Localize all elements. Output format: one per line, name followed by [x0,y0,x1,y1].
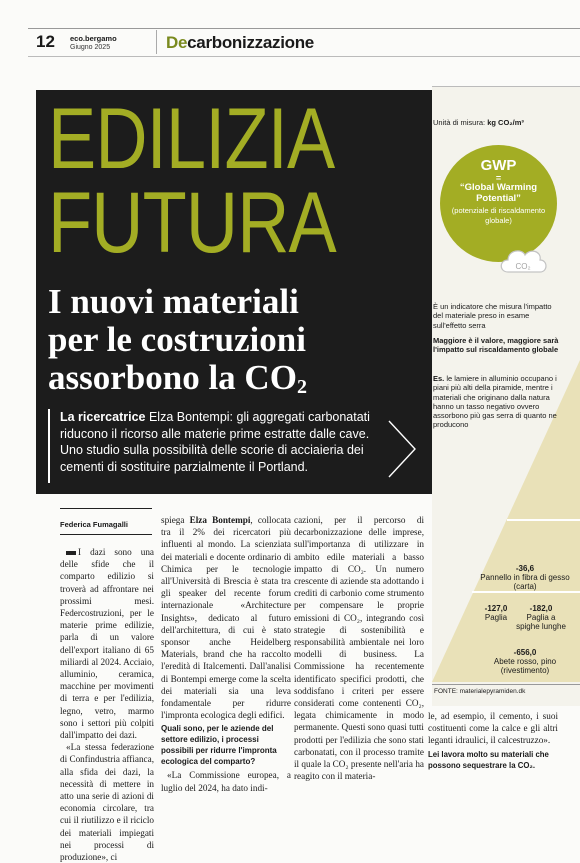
pyramid-level-4 [470,648,580,675]
level-label: Paglia [484,613,508,622]
headline-subscript: 2 [296,376,307,398]
article-column-2 [161,514,291,794]
section-title [166,33,314,53]
section-title-part1: De [166,33,188,52]
source-rule [432,684,580,685]
gwp-equals: = [495,173,502,183]
pyramid-level-2 [472,604,520,622]
page-number: 12 [36,32,55,51]
headline-line1: I nuovi materiali [48,282,299,321]
paragraph: le, ad esempio, il cemento, i suoi costituenti come la calce e gli altri leganti idraulici, il calcestruzzo». [428,711,558,746]
publication-name: eco.bergamo [70,34,117,43]
unit-value: kg CO₂/m³ [487,118,524,127]
co2-cloud-icon [496,240,550,280]
interview-question: Quali sono, per le aziende del settore edilizio, i processi possibili per ridurre l'impronta ecologica del comparto? [161,724,277,767]
gwp-title: GWP [480,157,517,174]
paragraph: «La stessa federazione di Confindustria affianca, alla sfida dei dazi, la necessità di mettere in atto una serie di azioni di economia circolare, tra cui il riutilizzo e il riciclo dei materiali impiegati nei processi di produzione», ci [60,742,154,863]
start-marker-icon [66,551,76,555]
big-title-line1: EDILIZIA [48,91,335,187]
lead-paragraph [48,409,378,483]
infographic-top-rule [432,86,580,87]
big-title-line2: FUTURA [48,175,336,271]
article-column-3 [294,514,424,782]
example-label: Es. [433,374,445,383]
interview-question: Lei lavora molto su materiali che possono sequestrare la CO₂. [428,749,549,770]
gwp-description: (potenziale di riscaldamento globale) [451,206,546,225]
level-label: Abete rosso, pino (rivestimento) [493,657,557,675]
level-value: -36,6 [515,564,535,573]
headline [48,283,428,406]
paragraph [161,514,291,721]
byline: Federica Fumagalli [60,520,128,529]
paragraph: cazioni, per il percorso di decarbonizzazione delle imprese, sull'importanza di utilizzare in ambito edile materiali a basso impatto di CO₂. Un numero crescente di aziende sta adottando i crediti di carbonio come strumento per compensare le proprie emissioni di CO₂, integrando così strategie di sostenibilità e responsabilità ambientale nei loro modelli di business. La Commissione ha recentemente identificato specifici prodotti, che soddisfano i criteri per essere considerati come contenenti CO₂, legata chimicamente in modo permanente. Questi sono quasi tutti prodotti per l'edilizia che sono stati carbonatati, con il processo tramite il quale la CO₂ presente nell'aria ha reagito con il materia- [294,515,424,782]
level-label: Pannello in fibra di gesso (carta) [480,573,570,591]
publication-date: Giugno 2025 [70,44,111,51]
level-value: -656,0 [513,648,537,657]
pyramid-level-3 [514,604,568,631]
co2-cloud-label: CO₂ [515,262,531,271]
gwp-impact-note: Maggiore è il valore, maggiore sarà l'impatto sul riscaldamento globale [433,336,559,355]
arrow-right-icon [386,418,418,480]
paragraph [60,546,154,741]
headline-line2: per le costruzioni [48,320,306,359]
header-bottom-rule [28,56,580,57]
paragraph: «La Commissione europea, a luglio del 2024, ha dato indi- [161,770,291,793]
pyramid-level-1 [475,564,575,591]
level-value: -182,0 [529,604,553,613]
paragraph-text: , collocata tra il 2% dei ricercatori più influenti al mondo. La scienziata dei materiali e docente ordinario di Chimica per le tecnologie all'Università di Brescia è stata tra gli speaker del recente forum internazionale «Architecture Insights», dedicato al futuro dell'architettura, di cui è stato sponsor anche Heidelberg Materials, brand che ha raccolto l'eredità di Italcementi. Dall'analisi di Bontempi emerge come la scelta dei materiali sia una leva fondamentale per ridurre l'impronta ecologica degli edifici. [161,515,291,721]
article-column-4 [428,710,558,773]
example-text: le lamiere in alluminio occupano i piani più alti della piramide, mentre i materiali che originano dalla natura hanno un tasso negativo ovvero assorbono più gas serra di quanto ne producono [433,374,557,430]
gwp-name: “Global Warming Potential” [459,182,538,204]
header-top-rule [28,28,580,29]
level-value: -127,0 [484,604,508,613]
paragraph-text: I dazi sono una delle sfide che il comparto edilizio si troverà ad affrontare nei prossimi mesi. Federcostruzioni, per le materie prime edilizie, parla di un valore dell'export italiano di 65 miliardi al 2024. Acciaio, alluminio, ceramica, macchine per movimenti di terra e per l'edilizia, legno, vetro, marmo sono i settori più colpiti dall'impatto dei dazi. [60,547,154,741]
byline-top-rule [60,508,152,509]
byline-bottom-rule [60,534,152,535]
header-divider [156,30,157,54]
headline-line3: assorbono la CO [48,358,297,397]
unit-label [433,118,524,127]
unit-label-text: Unità di misura: [433,118,488,127]
section-title-part2: carbonizzazione [187,33,314,52]
page-header [0,0,580,60]
paragraph-text: spiega [161,515,190,525]
gwp-example [433,374,563,430]
infographic-source: FONTE: materialepyramiden.dk [434,688,526,695]
person-name: Elza Bontempi [189,515,251,525]
level-label: Paglia a spighe lunghe [516,613,566,631]
gwp-definition: È un indicatore che misura l'impatto del materiale preso in esame sull'effetto serra [433,302,552,330]
article-column-1 [60,546,154,863]
lead-text: Elza Bontempi: gli aggregati carbonatati riducono il ricorso alle materie prime estratte dalle cave. Uno studio sulla possibilità delle scorie di acciaieria dei cementi di sostituire parzialmente il Portland. [60,410,370,474]
lead-label: La ricercatrice [60,410,146,424]
